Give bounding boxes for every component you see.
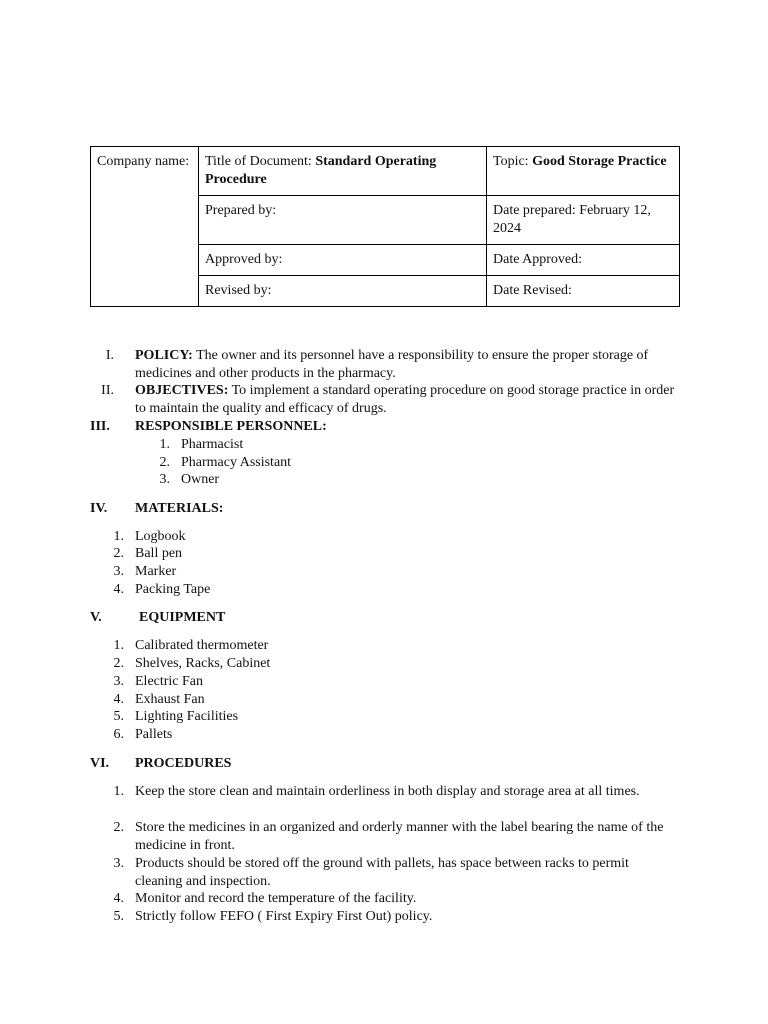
revised-by-label: Revised by: (205, 283, 272, 298)
revised-by-cell (199, 276, 487, 307)
procedures-heading: PROCEDURES (135, 756, 232, 771)
list-item: Logbook (135, 529, 186, 544)
materials-heading: MATERIALS: (135, 501, 224, 516)
topic-value: Good Storage Practice (532, 154, 667, 169)
objectives-section (135, 382, 675, 418)
section-numeral: V. (90, 610, 102, 625)
approved-by-label: Approved by: (205, 252, 283, 267)
policy-section (135, 347, 675, 383)
list-number: 3. (113, 674, 124, 689)
objectives-text: To implement a standard operating procedure on good storage practice in order to maintain the quality and efficacy of drugs. (135, 383, 675, 416)
procedure-item: Store the medicines in an organized and orderly manner with the label bearing the name of the medicine in front. (135, 820, 664, 853)
title-of-document-cell (199, 147, 487, 196)
topic-label: Topic: (493, 154, 533, 169)
list-item: Shelves, Racks, Cabinet (135, 656, 271, 671)
list-number: 1. (113, 638, 124, 653)
list-number: 5. (113, 709, 124, 724)
list-number: 4. (113, 891, 124, 906)
list-number: 4. (113, 692, 124, 707)
list-number: 6. (113, 727, 124, 742)
topic-cell (487, 147, 680, 196)
section-numeral: III. (90, 419, 110, 434)
section-numeral: II. (101, 383, 114, 398)
list-number: 1. (113, 784, 124, 799)
date-prepared-label: Date prepared: February 12, 2024 (493, 203, 651, 236)
procedure-item: Keep the store clean and maintain orderliness in both display and storage area at all times. (135, 784, 640, 799)
list-number: 2. (159, 455, 170, 470)
list-number: 2. (113, 546, 124, 561)
title-label: Title of Document: (205, 154, 316, 169)
list-item: Exhaust Fan (135, 692, 205, 707)
list-item: Pharmacy Assistant (181, 455, 292, 470)
list-number: 3. (159, 472, 170, 487)
list-item: Pallets (135, 727, 173, 742)
procedure-item: Monitor and record the temperature of the facility. (135, 891, 417, 906)
list-number: 5. (113, 909, 124, 924)
prepared-by-label: Prepared by: (205, 203, 277, 218)
list-item: Marker (135, 564, 177, 579)
list-item: Owner (181, 472, 220, 487)
date-approved-cell (487, 245, 680, 276)
section-numeral: VI. (90, 756, 110, 771)
list-item: Lighting Facilities (135, 709, 239, 724)
list-item: Pharmacist (181, 437, 244, 452)
list-item: Calibrated thermometer (135, 638, 269, 653)
title-value: Standard Operating Procedure (205, 154, 437, 187)
procedure-item: Products should be stored off the ground with pallets, has space between racks to permit cleaning and inspection. (135, 856, 629, 889)
list-number: 2. (113, 656, 124, 671)
list-number: 3. (113, 856, 124, 871)
list-item: Ball pen (135, 546, 183, 561)
policy-label: POLICY: (135, 348, 193, 363)
procedure-item: Strictly follow FEFO ( First Expiry First Out) policy. (135, 909, 433, 924)
list-number: 1. (159, 437, 170, 452)
date-approved-label: Date Approved: (493, 252, 583, 267)
equipment-heading: EQUIPMENT (139, 610, 226, 625)
policy-text: The owner and its personnel have a responsibility to ensure the proper storage of medicines and other products in the pharmacy. (135, 348, 649, 381)
section-numeral: I. (105, 348, 114, 363)
list-number: 1. (113, 529, 124, 544)
approved-by-cell (199, 245, 487, 276)
date-revised-label: Date Revised: (493, 283, 572, 298)
objectives-label: OBJECTIVES: (135, 383, 229, 398)
date-prepared-cell (487, 196, 680, 245)
list-number: 3. (113, 564, 124, 579)
section-numeral: IV. (90, 501, 108, 516)
prepared-by-cell (199, 196, 487, 245)
list-number: 2. (113, 820, 124, 835)
list-item: Electric Fan (135, 674, 204, 689)
list-item: Packing Tape (135, 582, 211, 597)
list-number: 4. (113, 582, 124, 597)
company-name-label: Company name: (97, 154, 190, 169)
company-name-cell (91, 147, 199, 307)
date-revised-cell (487, 276, 680, 307)
document-header-table (90, 146, 680, 307)
responsible-personnel-heading: RESPONSIBLE PERSONNEL: (135, 419, 327, 434)
